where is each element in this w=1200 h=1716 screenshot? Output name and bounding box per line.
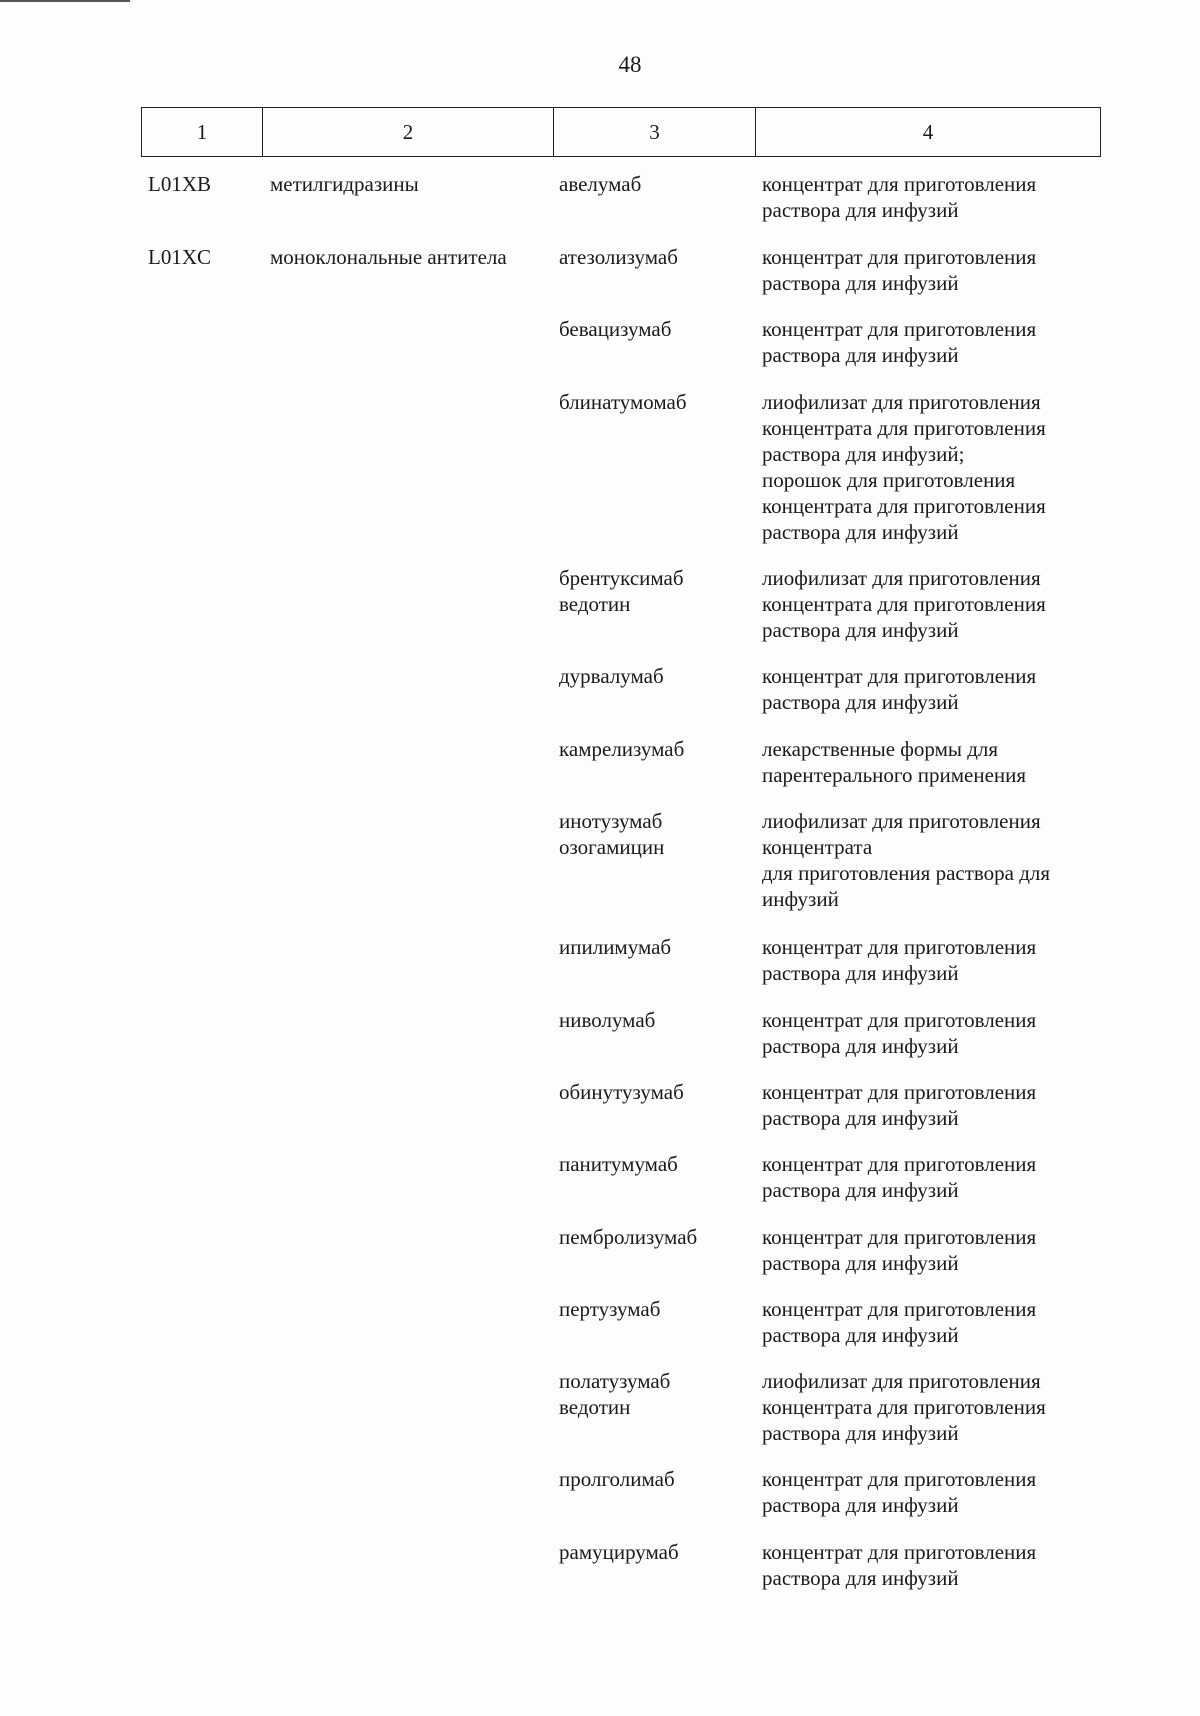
- dosage-form: концентрат для приготовления раствора для инфузий: [762, 1225, 1037, 1275]
- dosage-form: концентрат для приготовления раствора для инфузий: [762, 1467, 1037, 1517]
- drug-name: ниволумаб: [559, 1008, 656, 1032]
- atc-code: L01XC: [148, 245, 211, 269]
- drug-name: ипилимумаб: [559, 935, 672, 959]
- dosage-form: концентрат для приготовления раствора для инфузий: [762, 664, 1037, 714]
- drug-name: пертузумаб: [559, 1297, 661, 1321]
- header-col-3: 3: [554, 108, 756, 157]
- drug-name: пембролизумаб: [559, 1225, 698, 1249]
- dosage-form: лиофилизат для приготовления концентрата для приготовления раствора для инфузий: [762, 809, 1051, 911]
- dosage-form: концентрат для приготовления раствора для инфузий: [762, 1008, 1037, 1058]
- drug-name: обинутузумаб: [559, 1080, 684, 1104]
- dosage-form: концентрат для приготовления раствора для инфузий: [762, 1080, 1037, 1130]
- header-col-2: 2: [263, 108, 554, 157]
- header-col-4: 4: [756, 108, 1101, 157]
- dosage-form: концентрат для приготовления раствора для инфузий: [762, 317, 1037, 367]
- dosage-form: концентрат для приготовления раствора для инфузий: [762, 245, 1037, 295]
- drug-name: инотузумаб озогамицин: [559, 809, 665, 859]
- dosage-form: концентрат для приготовления раствора для инфузий: [762, 1152, 1037, 1202]
- dosage-form: концентрат для приготовления раствора для инфузий: [762, 1540, 1037, 1590]
- header-col-1: 1: [142, 108, 263, 157]
- drug-name: пролголимаб: [559, 1467, 675, 1491]
- drug-name: атезолизумаб: [559, 245, 678, 269]
- drug-name: камрелизумаб: [559, 737, 685, 761]
- drug-name: бевацизумаб: [559, 317, 672, 341]
- drug-name: блинатумомаб: [559, 390, 687, 414]
- dosage-form: лиофилизат для приготовления концентрата для приготовления раствора для инфузий; порошок для приготовления концентрата для приготовления раствора для инфузий: [762, 390, 1046, 544]
- dosage-form: лиофилизат для приготовления концентрата для приготовления раствора для инфузий: [762, 1369, 1046, 1445]
- dosage-form: лекарственные формы для парентерального применения: [762, 737, 1027, 787]
- drug-name: дурвалумаб: [559, 664, 664, 688]
- dosage-form: концентрат для приготовления раствора для инфузий: [762, 1297, 1037, 1347]
- group-name: моноклональные антитела: [270, 245, 507, 269]
- dosage-form: лиофилизат для приготовления концентрата для приготовления раствора для инфузий: [762, 566, 1046, 642]
- dosage-form: концентрат для приготовления раствора для инфузий: [762, 172, 1037, 222]
- drug-name: рамуцирумаб: [559, 1540, 679, 1564]
- atc-code: L01XB: [148, 172, 211, 196]
- group-name: метилгидразины: [270, 172, 419, 196]
- dosage-form: концентрат для приготовления раствора для инфузий: [762, 935, 1037, 985]
- page-number: 48: [618, 52, 642, 77]
- drug-name: полатузумаб ведотин: [559, 1369, 671, 1419]
- drug-name: авелумаб: [559, 172, 642, 196]
- drug-name: брентуксимаб ведотин: [559, 566, 684, 616]
- drug-name: панитумумаб: [559, 1152, 678, 1176]
